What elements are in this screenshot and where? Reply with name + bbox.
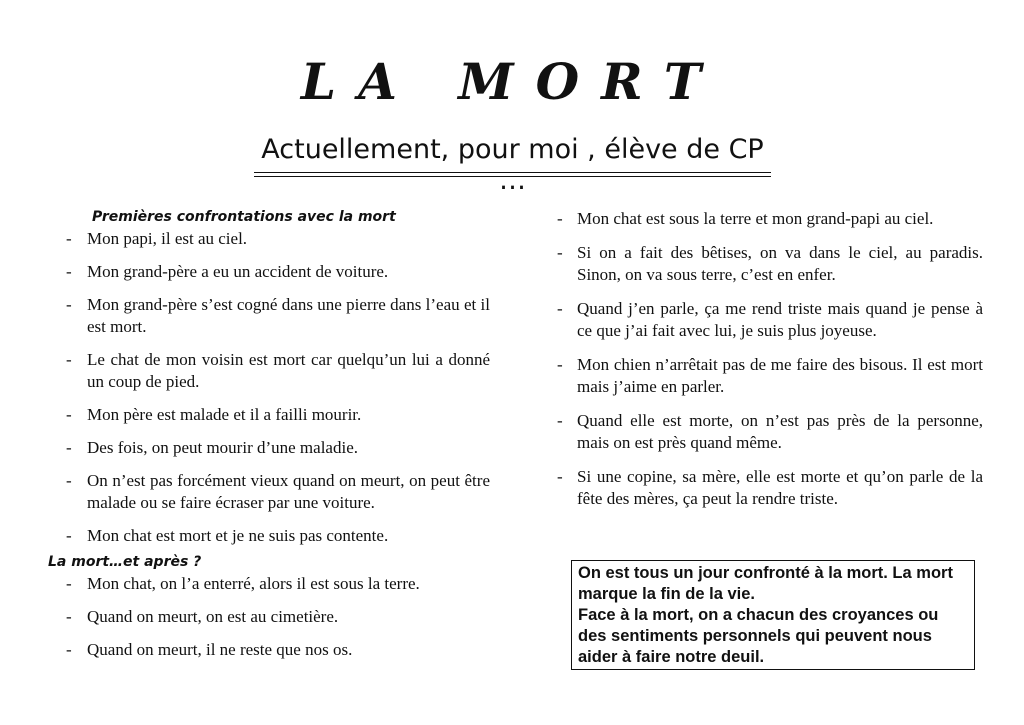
list-item: - Quand on meurt, on est au cimetière. [66, 607, 339, 626]
list-item: - Si on a fait des bêtises, on va dans le ciel, au paradis. Sinon, on va sous terre, c’est en enfer. [557, 243, 983, 284]
list-item: - Mon grand-père s’est cogné dans une pierre dans l’eau et il est mort. [66, 295, 490, 336]
left-column [48, 208, 490, 672]
list-item: - Mon chien n’arrêtait pas de me faire des bisous. Il est mort mais j’aime en parler. [557, 355, 983, 396]
subtitle-underline [254, 172, 771, 180]
list-item: - Quand on meurt, il ne reste que nos os. [66, 640, 353, 659]
list-item: - Si une copine, sa mère, elle est morte et qu’on parle de la fête des mères, ça peut la rendre triste. [557, 467, 983, 508]
right-column [555, 208, 983, 522]
list-item: - Des fois, on peut mourir d’une maladie. [66, 438, 358, 457]
list-item: - Mon père est malade et il a failli mourir. [66, 405, 362, 424]
after-death-list [48, 573, 490, 661]
first-confrontations-list [48, 228, 490, 547]
list-item: - Mon chat, on l’a enterré, alors il est sous la terre. [66, 574, 420, 593]
list-item: - Quand j’en parle, ça me rend triste mais quand je pense à ce que j’ai fait avec lui, je suis plus joyeuse. [557, 299, 983, 340]
list-item: - Mon chat est mort et je ne suis pas contente. [66, 526, 389, 545]
list-item: - On n’est pas forcément vieux quand on meurt, on peut être malade ou se faire écraser par une voiture. [66, 471, 490, 512]
subtitle-banner [250, 128, 775, 196]
section-heading-after-death: La mort…et après ? [48, 554, 202, 570]
conclusion-line-2: Face à la mort, on a chacun des croyances ou des sentiments personnels qui peuvent nous aider à faire notre deuil. [578, 606, 939, 666]
conclusion-line-1: On est tous un jour confronté à la mort. La mort marque la fin de la vie. [578, 564, 953, 603]
list-item: - Le chat de mon voisin est mort car quelqu’un lui a donné un coup de pied. [66, 350, 490, 391]
list-item: - Mon chat est sous la terre et mon grand-papi au ciel. [557, 209, 934, 228]
page-title: LA MORT [300, 52, 724, 111]
conclusion-box [571, 560, 975, 670]
list-item: - Quand elle est morte, on n’est pas près de la personne, mais on est près quand même. [557, 411, 983, 452]
subtitle: Actuellement, pour moi , élève de CP … [261, 134, 764, 196]
list-item: - Mon grand-père a eu un accident de voiture. [66, 262, 389, 281]
section-heading-first-confrontations: Premières confrontations avec la mort [92, 209, 396, 225]
list-item: - Mon papi, il est au ciel. [66, 229, 248, 248]
right-list [555, 208, 983, 510]
